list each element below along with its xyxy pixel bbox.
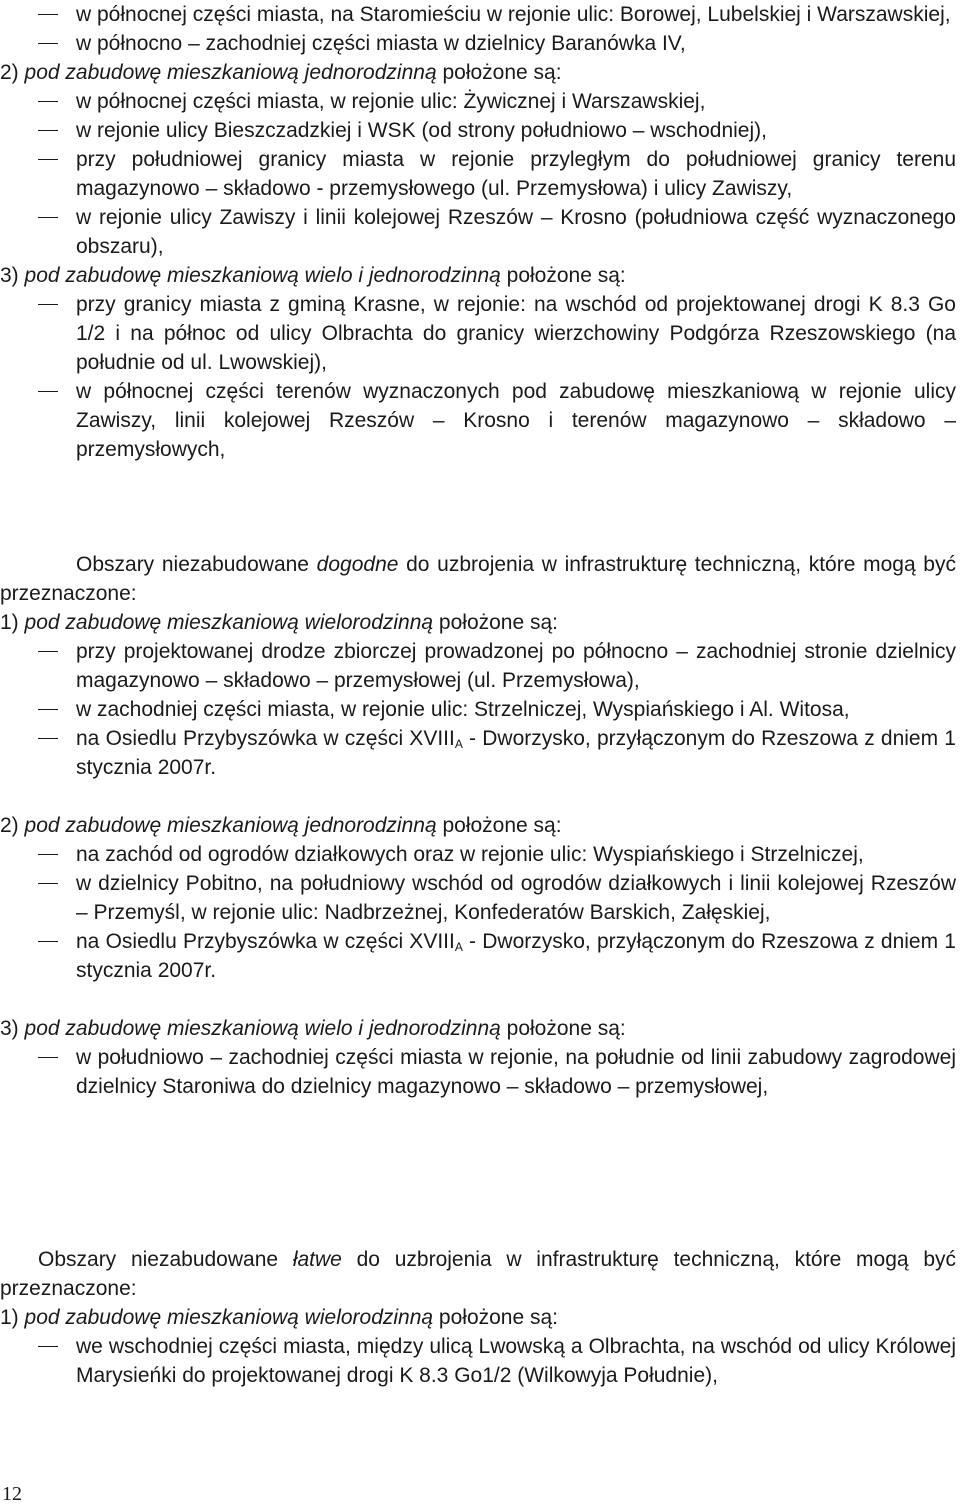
dash-bullet-icon (38, 43, 58, 44)
dash-bullet-icon (38, 14, 58, 15)
list-item-text: na Osiedlu Przybyszówka w części XVIII (76, 727, 455, 750)
heading-tail: położone są: (500, 1017, 626, 1040)
dash-bullet-icon (38, 217, 58, 218)
intro-keyword: łatwe (292, 1248, 342, 1271)
subscript: A (454, 940, 463, 954)
intro-text: do uzbrojenia w infrastrukturę techniczną, które mogą być przeznaczone: (0, 553, 956, 605)
heading-number: 3) (0, 264, 25, 287)
subscript: A (454, 737, 463, 751)
list-item (0, 840, 956, 869)
list-item-text: w północnej części terenów wyznaczonych pod zabudowę mieszkaniową w rejonie ulicy Zawiszy, linii kolejowej Rzeszów – Krosno i terenów magazynowo – składowo – przemysłowych, (76, 380, 956, 461)
list-item-text: w północnej części miasta, na Staromieściu w rejonie ulic: Borowej, Lubelskiej i Warszawskiej, (76, 3, 951, 26)
list-item (0, 637, 956, 695)
list-item (0, 87, 956, 116)
dash-bullet-icon (38, 1057, 58, 1058)
list-item (0, 290, 956, 377)
dash-bullet-icon (38, 101, 58, 102)
section-dogodne (0, 550, 956, 1101)
intro-keyword: dogodne (316, 553, 399, 576)
list-item (0, 116, 956, 145)
dash-bullet-icon (38, 709, 58, 710)
list-item-text: na Osiedlu Przybyszówka w części XVIII (76, 930, 455, 953)
intro-text: Obszary niezabudowane (76, 553, 317, 576)
dash-bullet-icon (38, 1346, 58, 1347)
list-item (0, 0, 956, 29)
heading-category: pod zabudowę mieszkaniową wielorodzinną (24, 1306, 434, 1329)
dash-bullet-icon (38, 391, 58, 392)
heading-tail: położone są: (436, 814, 562, 837)
list-item-text: w zachodniej części miasta, w rejonie ulic: Strzelniczej, Wyspiańskiego i Al. Witosa, (76, 698, 850, 721)
intro-text: Obszary niezabudowane (38, 1248, 293, 1271)
section-intro (0, 1245, 956, 1303)
subsection-heading (0, 811, 956, 840)
list-item-text: w północno – zachodniej części miasta w dzielnicy Baranówka IV, (76, 32, 686, 55)
list-item (0, 927, 956, 985)
list-item (0, 1332, 956, 1390)
heading-number: 2) (0, 61, 25, 84)
subsection-heading (0, 1303, 956, 1332)
heading-category: pod zabudowę mieszkaniową wielo i jednorodzinną (24, 1017, 501, 1040)
dash-bullet-icon (38, 941, 58, 942)
list-item (0, 695, 956, 724)
dash-bullet-icon (38, 159, 58, 160)
spacer (0, 782, 956, 811)
heading-tail: położone są: (433, 1306, 559, 1329)
heading-number: 1) (0, 1306, 25, 1329)
list-item-text: w dzielnicy Pobitno, na południowy wschód od ogrodów działkowych i linii kolejowej Rzeszów – Przemyśl, w rejonie ulic: Nadbrzeżnej, Konfederatów Barskich, Załęskiej, (76, 872, 956, 924)
subsection-heading (0, 1014, 956, 1043)
section-continuation (0, 0, 956, 464)
dash-bullet-icon (38, 651, 58, 652)
dash-bullet-icon (38, 304, 58, 305)
dash-bullet-icon (38, 854, 58, 855)
list-item (0, 145, 956, 203)
list-item-text: w rejonie ulicy Zawiszy i linii kolejowej Rzeszów – Krosno (południowa część wyznaczonego obszaru), (76, 206, 956, 258)
spacer (0, 985, 956, 1014)
subsection-heading (0, 58, 956, 87)
list-item (0, 29, 956, 58)
list-item-text: w południowo – zachodniej części miasta w rejonie, na południe od linii zabudowy zagrodowej dzielnicy Staroniwa do dzielnicy magazynowo – składowo – przemysłowej, (76, 1046, 956, 1098)
heading-tail: położone są: (500, 264, 626, 287)
heading-number: 3) (0, 1017, 25, 1040)
page-number: 12 (2, 1483, 22, 1505)
list-item (0, 377, 956, 464)
heading-category: pod zabudowę mieszkaniową wielorodzinną (24, 611, 434, 634)
list-item-text: w północnej części miasta, w rejonie ulic: Żywicznej i Warszawskiej, (76, 90, 706, 113)
intro-text: do uzbrojenia w infrastrukturę techniczną, które mogą być przeznaczone: (0, 1248, 956, 1300)
section-intro (0, 550, 956, 608)
dash-bullet-icon (38, 738, 58, 739)
heading-category: pod zabudowę mieszkaniową jednorodzinną (24, 814, 437, 837)
dash-bullet-icon (38, 130, 58, 131)
list-item-text: - Dworzysko, przyłączonym do Rzeszowa z dniem 1 stycznia 2007r. (76, 727, 956, 779)
list-item-text: przy południowej granicy miasta w rejonie przyległym do południowej granicy terenu magazynowo – składowo - przemysłowego (ul. Przemysłowa) i ulicy Zawiszy, (76, 148, 956, 200)
list-item-text: w rejonie ulicy Bieszczadzkiej i WSK (od strony południowo – wschodniej), (76, 119, 767, 142)
list-item-text: na zachód od ogrodów działkowych oraz w rejonie ulic: Wyspiańskiego i Strzelniczej, (76, 843, 864, 866)
list-item (0, 1043, 956, 1101)
section-latwe (0, 1245, 956, 1390)
list-item (0, 724, 956, 782)
heading-number: 2) (0, 814, 25, 837)
list-item-text: we wschodniej części miasta, między ulicą Lwowską a Olbrachta, na wschód od ulicy Królowej Marysieńki do projektowanej drogi K 8.3 Go1/2 (Wilkowyja Południe), (76, 1335, 956, 1387)
list-item (0, 869, 956, 927)
list-item-text: przy projektowanej drodze zbiorczej prowadzonej po północno – zachodniej stronie dzielnicy magazynowo – składowo – przemysłowej (ul. Przemysłowa), (76, 640, 956, 692)
heading-category: pod zabudowę mieszkaniową jednorodzinną (24, 61, 437, 84)
list-item-text: - Dworzysko, przyłączonym do Rzeszowa z dniem 1 stycznia 2007r. (76, 930, 956, 982)
list-item-text: przy granicy miasta z gminą Krasne, w rejonie: na wschód od projektowanej drogi K 8.3 Go 1/2 i na północ od ulicy Olbrachta do granicy wierzchowiny Podgórza Rzeszowskiego (na południe od ul. Lwowskiej), (76, 293, 956, 374)
list-item (0, 203, 956, 261)
subsection-heading (0, 608, 956, 637)
heading-category: pod zabudowę mieszkaniową wielo i jednorodzinną (24, 264, 501, 287)
subsection-heading (0, 261, 956, 290)
heading-number: 1) (0, 611, 25, 634)
heading-tail: położone są: (436, 61, 562, 84)
heading-tail: położone są: (433, 611, 559, 634)
dash-bullet-icon (38, 883, 58, 884)
